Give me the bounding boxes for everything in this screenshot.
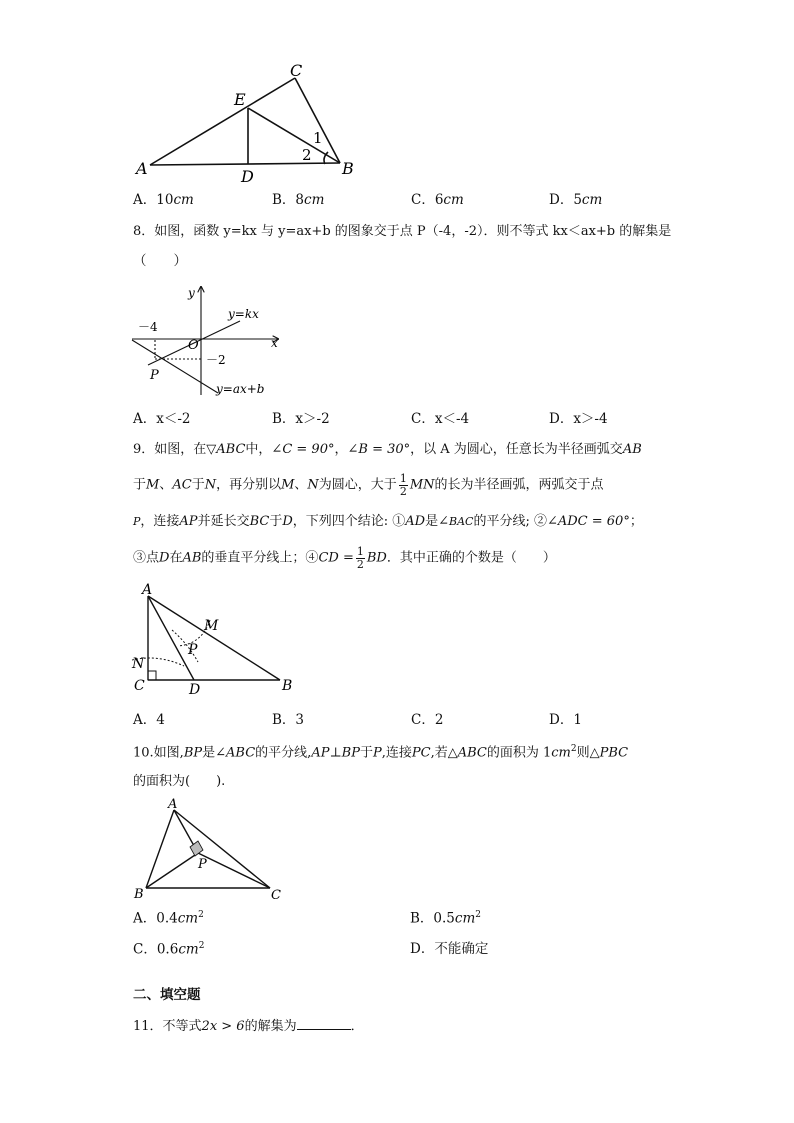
q8-option-d[interactable]: D．x＞-4 (549, 411, 608, 427)
q9-l4-c: 在 (169, 550, 183, 566)
q9-l2-f: N (204, 477, 217, 493)
q9-label-p: P (188, 642, 198, 658)
q7-label-angle2: 2 (302, 146, 312, 164)
q9-l3-n: ； (629, 514, 643, 529)
q9-line-ab (148, 596, 280, 680)
q9-l3-a: P (133, 515, 141, 528)
q9-frac-den: 2 (399, 484, 407, 498)
q10-l1-e: 的平分线, (255, 745, 312, 761)
q8-label-o: O (188, 338, 199, 353)
q9-stem-line2 (133, 473, 604, 497)
q9-l3-m: ADC = 60° (557, 514, 630, 529)
q9-line-ad (148, 596, 194, 680)
q8-label-neg2: －2 (206, 353, 226, 367)
q9-fraction-half (399, 473, 408, 497)
q10-l1-h: P (373, 745, 382, 761)
q10-l1-g: 于 (359, 745, 373, 761)
q11-answer-blank[interactable] (297, 1016, 351, 1030)
q9-l1-h: AB (622, 442, 642, 457)
q10-l1-n: cm (551, 745, 571, 761)
q7-option-d-text: D．5 (549, 192, 582, 208)
q9-l2-g: ，再分别以 (216, 477, 282, 493)
q9-stem-line4 (133, 546, 556, 570)
q7-option-a[interactable] (133, 192, 194, 208)
q10-label-p: P (198, 857, 207, 872)
q9-l3-d: 并延长交 (197, 514, 250, 529)
q9-l4-h: ．其中正确的个数是（ ） (386, 550, 556, 566)
q9-figure (128, 582, 308, 700)
q9-option-c[interactable]: C．2 (411, 712, 444, 728)
q9-l1-a: 9．如图，在▽ (133, 442, 217, 457)
q7-option-d-unit: cm (581, 192, 603, 208)
q10-option-b-unit: cm (454, 910, 476, 927)
q10-line-bp (146, 853, 198, 888)
q9-right-angle (148, 671, 156, 680)
q9-l2-b: M (146, 477, 160, 493)
q10-l1-o: 2 (570, 744, 577, 754)
q10-l1-k: ,若△ (430, 745, 458, 761)
q7-option-d[interactable] (549, 192, 602, 208)
q9-l2-e: 于 (191, 477, 205, 493)
q10-l1-p: 则△ (576, 745, 600, 761)
q10-option-c-unit: cm (178, 941, 199, 958)
q9-l3-l: 的平分线; ②∠ (473, 514, 558, 529)
q8-option-c[interactable]: C．x＜-4 (411, 411, 470, 427)
q10-l1-d: ABC (226, 745, 256, 761)
q9-l3-c: AP (179, 514, 198, 529)
q9-label-n: N (132, 656, 145, 672)
q11-b: 2x > 6 (201, 1019, 245, 1034)
q10-l1-a: 10.如图, (133, 745, 184, 761)
q9-l2-m: 的长为半径画弧，两弧交于点 (434, 477, 604, 493)
q10-figure (128, 796, 288, 906)
q8-label-kx: y=kx (228, 307, 259, 321)
q10-option-d[interactable]: D．不能确定 (410, 941, 489, 957)
q8-label-x: x (271, 336, 278, 350)
q10-l1-q: PBC (599, 745, 629, 761)
q9-l1-b: ABC (216, 442, 246, 457)
q9-label-d: D (189, 682, 201, 698)
q7-label-b: B (342, 159, 354, 178)
q9-l2-d: AC (172, 477, 192, 493)
q7-option-b-unit: cm (304, 192, 325, 208)
q9-frac2-den: 2 (356, 557, 364, 571)
q7-option-b[interactable] (272, 192, 324, 208)
q8-label-axb: y=ax+b (216, 382, 265, 396)
q9-l1-f: B = 30° (358, 442, 411, 457)
q8-option-a[interactable]: A．x＜-2 (133, 411, 191, 427)
q9-l2-j: N (307, 477, 319, 493)
q7-option-a-unit: cm (173, 192, 194, 208)
q8-label-y: y (188, 286, 195, 300)
q8-stem-line2: （ ） (133, 253, 187, 269)
q7-label-e: E (234, 90, 246, 109)
q9-l1-c: 中，∠ (245, 442, 283, 457)
q7-option-b-text: B．8 (272, 192, 305, 208)
q9-l2-i: 、 (294, 477, 308, 493)
q10-option-b-text: B．0.5 (410, 910, 455, 927)
q9-label-a: A (142, 582, 153, 598)
q10-l1-i: ,连接 (381, 745, 412, 761)
q9-l3-h: ，下列四个结论: ① (292, 514, 406, 529)
q9-l4-e: 的垂直平分线上；④ (201, 550, 319, 566)
q9-l2-l: MN (409, 477, 435, 493)
q10-option-a-unit: cm (177, 910, 199, 927)
q9-l4-b: D (159, 550, 170, 566)
q8-label-p: P (150, 368, 159, 383)
q11-a: 11．不等式 (133, 1019, 202, 1034)
q9-l1-d: C = 90° (282, 442, 335, 457)
q9-option-d[interactable]: D．1 (549, 712, 582, 728)
q10-stem-line1 (133, 744, 628, 761)
q11-stem (133, 1016, 364, 1035)
q10-label-a: A (168, 797, 178, 812)
q9-l3-k: BAC (449, 515, 474, 528)
q9-l1-e: ，∠ (334, 442, 359, 457)
q9-stem-line3 (133, 514, 643, 530)
section-title: 二、填空题 (133, 987, 201, 1003)
q10-line-ac (174, 810, 270, 888)
q7-option-c[interactable] (411, 192, 464, 208)
q9-l2-k: 为圆心，大于 (318, 477, 397, 493)
q10-option-a-sup: 2 (198, 910, 204, 920)
q9-label-m: M (204, 618, 219, 634)
q9-label-b: B (282, 678, 293, 694)
q7-option-c-unit: cm (443, 192, 464, 208)
q8-option-b[interactable]: B．x＞-2 (272, 411, 330, 427)
q8-figure (128, 283, 288, 403)
q9-l2-a: 于 (133, 477, 147, 493)
q9-l3-f: 于 (269, 514, 283, 529)
q10-option-a-text: A．0.4 (133, 910, 178, 927)
q7-label-a: A (136, 159, 148, 178)
q7-label-d: D (241, 167, 254, 186)
q9-l2-c: 、 (159, 477, 173, 493)
q10-option-c-text: C．0.6 (133, 941, 179, 958)
q10-label-b: B (134, 887, 144, 902)
q10-l1-j: PC (411, 745, 431, 761)
q9-l3-i: AD (405, 514, 426, 529)
q9-l3-e: BC (249, 514, 270, 529)
q10-option-c[interactable] (133, 941, 204, 958)
q10-label-c: C (271, 888, 281, 903)
q11-d: ． (350, 1019, 364, 1034)
q9-l3-g: D (282, 514, 293, 529)
q9-l3-b: ，连接 (140, 514, 180, 529)
q10-l1-b: BP (183, 745, 203, 761)
q10-l1-f: AP⊥BP (311, 745, 360, 761)
q10-option-c-sup: 2 (198, 941, 205, 951)
q7-label-c: C (290, 61, 303, 80)
q9-frac-num: 1 (399, 472, 407, 485)
q7-figure (130, 58, 370, 188)
q7-label-angle1: 1 (313, 129, 323, 147)
q10-option-b[interactable] (410, 910, 481, 927)
q7-option-a-text: A．10 (133, 192, 174, 208)
q9-l3-j: 是∠ (425, 514, 450, 529)
q9-option-b[interactable]: B．3 (272, 712, 305, 728)
q9-l1-g: ，以 A 为圆心，任意长为半径画弧交 (410, 442, 623, 457)
q8-stem-line1: 8．如图，函数 y=kx 与 y=ax+b 的图象交于点 P（-4，-2）．则不等式 kx＜ax+b 的解集是 (133, 224, 672, 239)
q11-c: 的解集为 (244, 1019, 297, 1034)
q9-l4-a: ③点 (133, 550, 160, 566)
q10-option-b-sup: 2 (475, 910, 481, 920)
q7-option-c-text: C．6 (411, 192, 444, 208)
q8-label-neg4: －4 (138, 320, 158, 334)
q10-l1-l: ABC (457, 745, 487, 761)
q10-l1-m: 的面积为 1 (486, 745, 552, 761)
q9-fraction-half-2 (356, 546, 365, 570)
q7-line-ac (150, 78, 295, 165)
q9-l4-f: CD = (318, 550, 354, 566)
q9-option-a[interactable]: A．4 (133, 712, 165, 728)
q9-l4-d: AB (182, 550, 202, 566)
q10-line-ab (146, 810, 174, 888)
q9-stem-line1 (133, 442, 642, 458)
q10-stem-line2: 的面积为( ). (133, 774, 226, 789)
q9-l2-h: M (281, 477, 295, 493)
q9-frac2-num: 1 (356, 545, 364, 558)
q9-l4-g: BD (366, 550, 387, 566)
q10-option-a[interactable] (133, 910, 204, 927)
q9-label-c: C (134, 678, 145, 694)
q10-l1-c: 是∠ (202, 745, 227, 761)
